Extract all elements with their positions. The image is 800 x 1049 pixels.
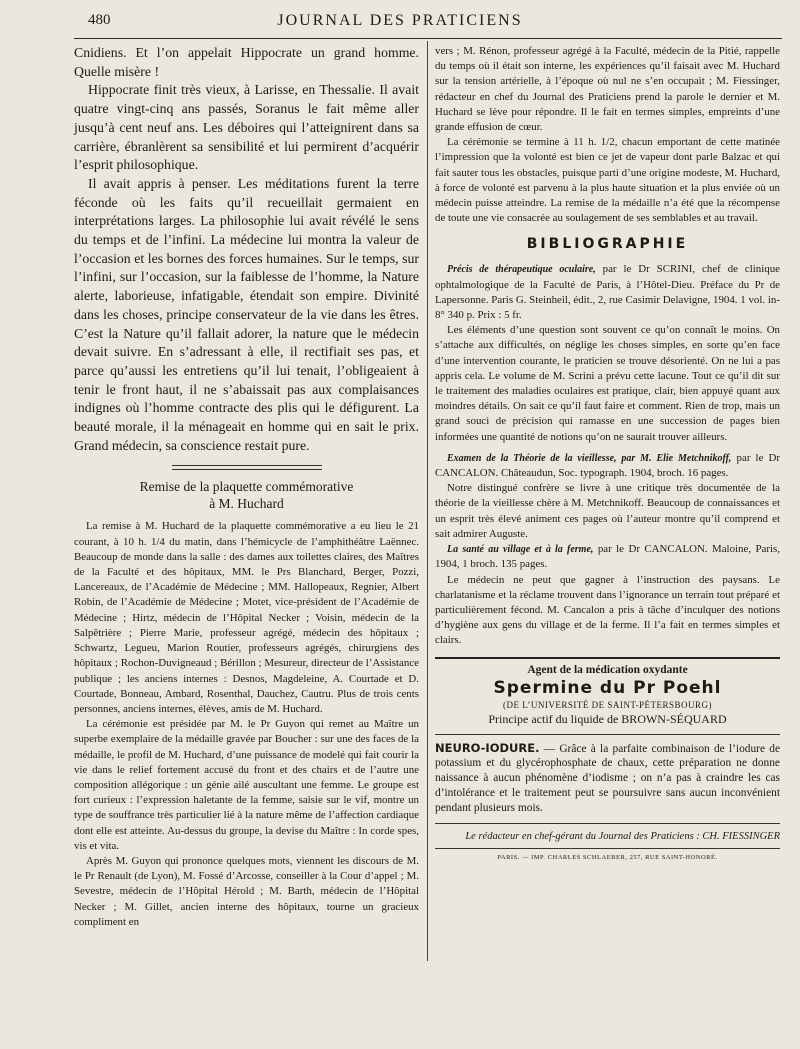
- advert-rule: [435, 734, 780, 735]
- paragraph: Après M. Guyon qui prononce quelques mots, viennent les discours de M. le Pr Renault (de Lyon), M. Fossé d’Arcosse, conseiller à la Cour d’appel ; M. Sevestre, médecin de l’Hôpital Hérold ; M. Barth, médecin de l’Hôpital Necker ; M. Gillet, ancien interne des hôpitaux, tourne un gracieux compliment en: [74, 854, 419, 928]
- advertisement-spermine: [435, 663, 780, 727]
- entry-title: Précis de thérapeutique oculaire,: [447, 264, 596, 276]
- advert-product: Spermine du Pr Poehl: [493, 677, 722, 698]
- paragraph: vers ; M. Rénon, professeur agrégé à la Faculté, médecin de la Pitié, rappelle du temps où il était son interne, les expériences qu’il faisait avec M. Huchard sur la tension artérielle, à l’époque où nul ne s’en occupait ; M. Fiessinger, rédacteur en chef du Journal des Praticiens prend la parole le dernier et M. Huchard se lève pour répondre. Il le fait en termes simples, empreints d’une grande effusion de cœur.: [435, 45, 780, 134]
- entry-body: par le Dr SCRINI, chef de clinique ophtalmologique de la Faculté de Paris, à l’Hôtel-Dieu. Préface du Pr de Lapersonne. Paris G. Steinheil, édit., 2, rue Casimir Delavigne, 1904. 1 vol. in-8° 340 p. Prix : 5 fr.: [435, 263, 780, 322]
- bibliography-entry: [435, 262, 780, 323]
- entry-body: Les éléments d’une question sont souvent ce qu’on connaît le moins. On s’attache aux difficultés, on néglige les choses simples, en sorte qu’en face d’une intervention courante, le praticien se trouve désorienté. On ne lui a pas appris cela. Le volume de M. Scrini a prévu cette lacune. Tout ce qu’il dit sur le traitement des maladies oculaires est pratique, clair, bien appuyé quant aux moindres détails. On sait ce qu’il faut faire et comment. Rien de trop, mais un grand souci de précision qui ramasse en une succession de pages bien informées une quantité de notions qu’on ne saurait trouver ailleurs.: [435, 324, 780, 443]
- footer-rule: [435, 848, 780, 849]
- page-header: [0, 0, 800, 42]
- advert-description: Principe actif du liquide de BROWN-SÉQUARD: [488, 711, 727, 726]
- bibliography-review: [435, 573, 780, 649]
- paragraph: Cnidiens. Et l’on appelait Hippocrate un grand homme. Quelle misère !: [74, 45, 419, 79]
- entry-body: par le Dr CANCALON. Maloine, Paris, 1904, 1 broch. 135 pages.: [435, 543, 780, 571]
- running-title: JOURNAL DES PRATICIENS: [277, 12, 523, 29]
- section-separator: [172, 465, 322, 470]
- bibliography-entry: [435, 451, 780, 481]
- entry-body: par le Dr CANCALON. Châteaudun, Soc. typograph. 1904, broch. 16 pages.: [435, 451, 781, 480]
- footer-rule: [435, 823, 780, 824]
- left-column: [74, 44, 419, 930]
- advert-rule: [435, 657, 780, 659]
- entry-title: La santé au village et à la ferme,: [447, 544, 594, 556]
- advert-product: NEURO-IODURE.: [435, 740, 540, 755]
- advert-body: — Grâce à la parfaite combinaison de l’iodure de potassium et du glycérophosphate de chaux, cette préparation ne donne naissance à aucun phénomène d’iodisme ; on n’a pas à craindre les cas d’intolérance et le traitement peut se poursuivre sans aucun inconvénient pendant plusieurs mois.: [435, 742, 780, 814]
- paragraph: La cérémonie est présidée par M. le Pr Guyon qui remet au Maître un superbe exemplaire de la médaille gravée par Boucher : sur une des faces de la médaille, le profil de M. Huchard, d’une puissance de modelé qui fait courir la vie dans le relief fortement accusé du front et des chairs et de l’autre une composition allégorique : un génie ailé auscultant une femme. Le groupe est fort curieux : l’expression haletante de la femme, saisie sur le vif, montre un type de souffrance très particulier lié à la nature même de l’affection cardiaque dont elle est atteinte. Au-dessus du groupe, la devise du Maître : In corde spes, vis et vita.: [74, 718, 419, 852]
- section-subtitle: à M. Huchard: [209, 496, 284, 512]
- advert-tagline: Agent de la médication oxydante: [527, 663, 688, 676]
- bibliography-entry: [435, 542, 780, 572]
- paragraph: Il avait appris à penser. Les méditations furent la terre féconde où les faits qu’il recueillait germaient en interprétations larges. La philosophie lui avait révélé le sens du temps et de l’infini. La médecine lui montra la valeur de l’occasion et les bornes des forces humaines. Sur le temps, sur l’infini, sur l’occasion, sur la faiblesse de l’homme, la Nature alerte, laborieuse, infatigable, étendait son empire. Divinité dans les choses, principe conservateur de la vie dans les êtres. C’est la Nature qu’il fallait adorer, la nature que le médecin devait suivre. En s’adressant à elle, il rectifiait ses pas, et parce qu’aussi les entretiens qu’il lui tenait, l’obligeaient à tenir le front haut, il ne s’abaissait pas aux complaisances indignes où l’homme contracte des plis qui le défigurent. La beauté morale, il la ménageait en homme qui en sait le prix. Grand médecin, sa conscience restait pure.: [74, 175, 419, 453]
- entry-title: Examen de la Théorie de la vieillesse, par M. Elie Metchnikoff,: [447, 452, 732, 464]
- advert-origin: (DE L’UNIVERSITÉ DE SAINT-PÉTERSBOURG): [502, 699, 713, 710]
- column-divider: [427, 41, 428, 961]
- paragraph: La cérémonie se termine à 11 h. 1/2, chacun emportant de cette matinée l’impression que la volonté est bien ce jet de vapeur dont parle Balzac et qui fait sauter tous les obstacles, puisque parti d’une origine modeste, M. Huchard, à force de volonté est parvenu à la plus haute situation et la plus enviée où un médecin puisse atteindre. La remise de la médaille n’a été que la récompense de toute une vie consacrée au soulagement de ses semblables et au travail.: [435, 136, 780, 225]
- right-column: [435, 44, 780, 862]
- paragraph: La remise à M. Huchard de la plaquette commémorative a eu lieu le 21 courant, à 10 h. 1/4 du matin, dans l’hémicycle de l’amphithéâtre Laënnec. Beaucoup de monde dans la salle : des dames aux toilettes claires, des Maîtres de la Faculté et des hôpitaux, MM. le Prs Blanchard, Berger, Pozzi, Lancereaux, de l’Académie de Médecine ; MM. Hallopeaux, Regnier, Albert Robin, de l’Académie de Médecine ; Motet, vice-président de l’Académie de Médecine ; Hirtz, médecin de l’Hôpital Necker ; Voisin, médecin de la Salpêtrière ; Pierre Marie, professeur agrégé, médecin des hôpitaux ; Schwartz, Legueu, Marion Routier, professeurs agrégés, chirurgiens des hôpitaux ; Rochon-Duvigneaud ; Bérillon ; Mesureur, directeur de l’Assistance publique ; les anciens internes : Desnos, Magdeleine, A. Courtade et D. Courtade, Bonneau, Ambard, Rosenthal, Dauchez, Cautru. Plus de trois cents personnes, anciens internes, élèves, amis de M. Huchard.: [74, 520, 419, 715]
- entry-body: Le médecin ne peut que gagner à l’instruction des paysans. Le charlatanisme et la réclame trouvent dans l’ignorance un terrain tout préparé et particulièrement fécond. M. Cancalon a pris à tâche d’inculquer des notions d’hygiène aux gens du village et de la ferme. Il l’a fait en termes simples et clairs.: [435, 573, 780, 647]
- printer-imprint: PARIS. — IMP. CHARLES SCHLAEBER, 257, RUE SAINT-HONORÉ.: [497, 853, 718, 861]
- bibliography-review: [435, 481, 780, 542]
- page-number: 480: [88, 12, 111, 28]
- section-title: Remise de la plaquette commémorative: [139, 479, 354, 495]
- entry-body: Notre distingué confrère se livre à une critique très documentée de la théorie de la vieillesse chère à M. Metchnikoff. Beaucoup de connaissances et un esprit très élevé animent ces pages où l’auteur montre qu’il comprend et sait admirer Auguste.: [435, 482, 780, 540]
- bibliography-review: [435, 323, 780, 445]
- advertisement-neuro-iodure: [435, 741, 780, 816]
- editor-line: Le rédacteur en chef-gérant du Journal des Praticiens : CH. FIESSINGER: [465, 830, 780, 842]
- header-rule: [74, 38, 782, 39]
- bibliography-title: BIBLIOGRAPHIE: [526, 236, 689, 253]
- paragraph: Hippocrate finit très vieux, à Larisse, en Thessalie. Il avait quatre vingt-cinq ans passés, Soranus le fait même aller jusqu’à cent neuf ans. Les déboires qui l’atteignirent dans sa carrière, ébranlèrent sa sensibilité et lui permirent d’acquérir l’esprit philosophique.: [74, 82, 419, 173]
